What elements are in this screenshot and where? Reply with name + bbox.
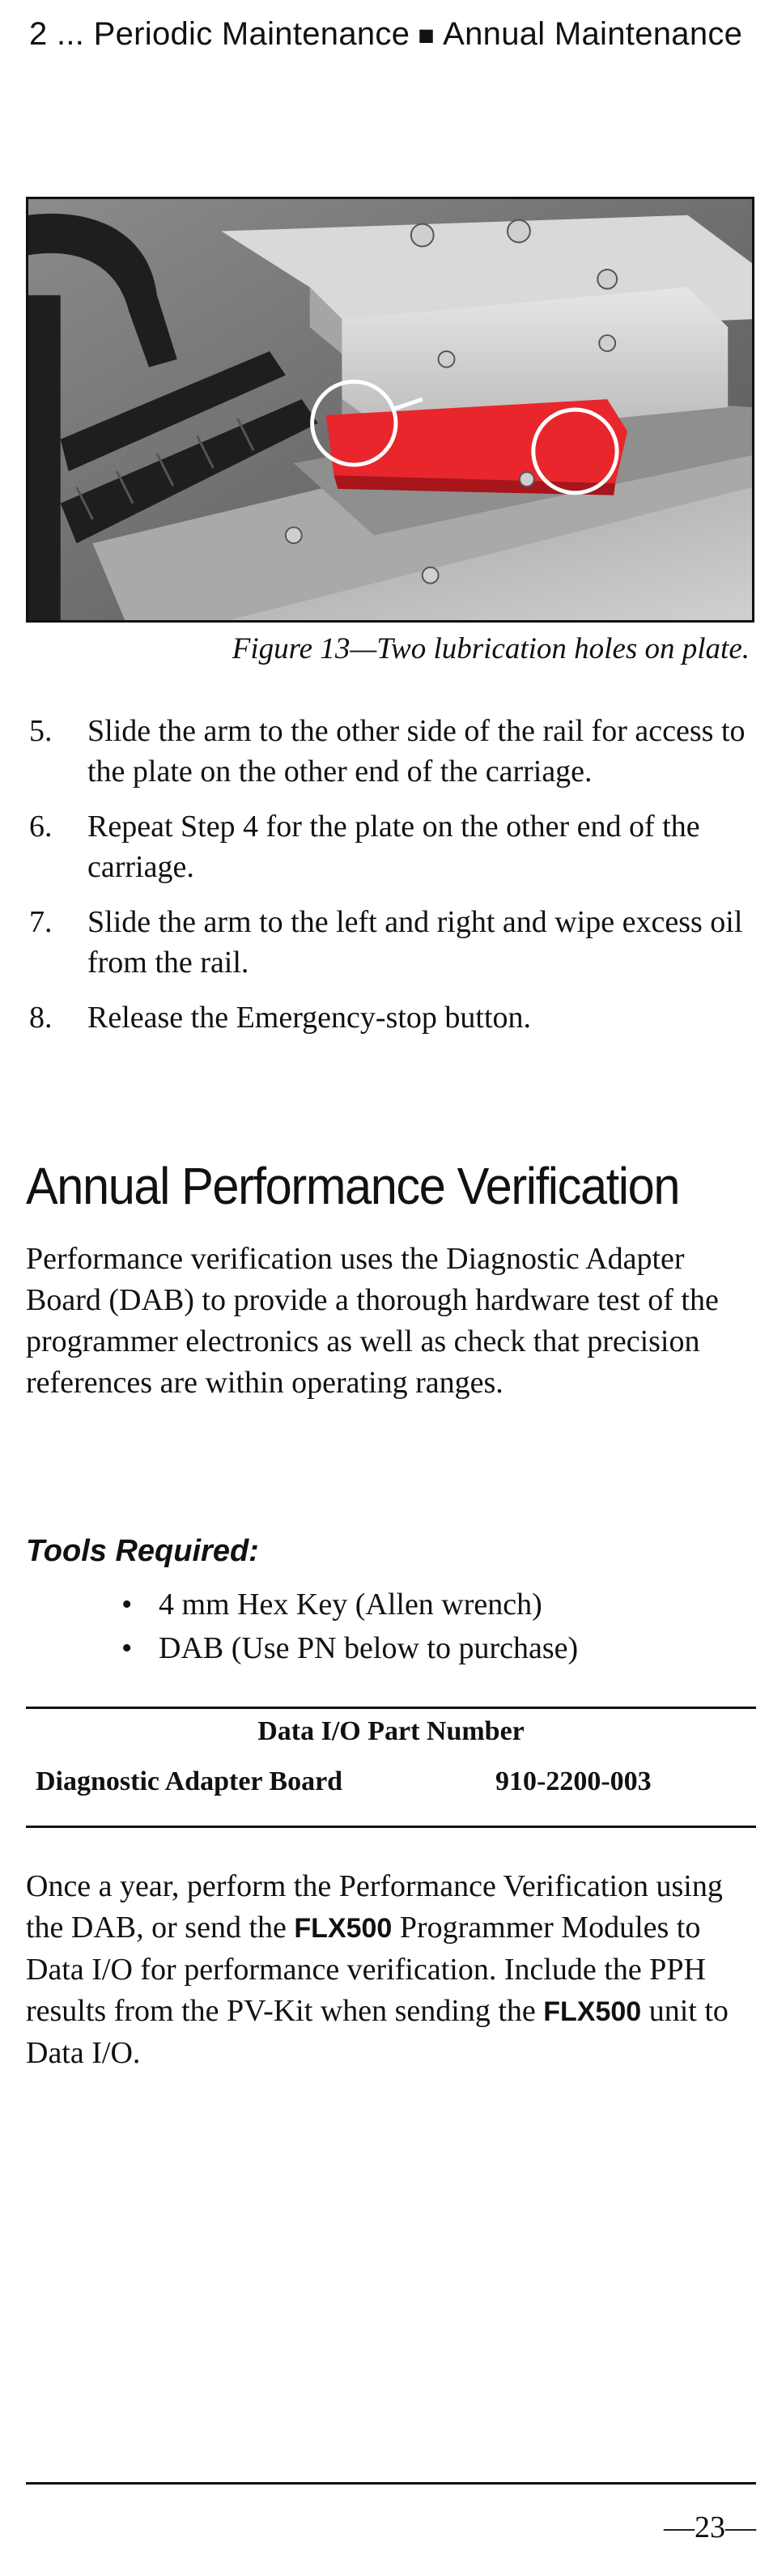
intro-paragraph: Performance verification uses the Diagnostic Adapter Board (DAB) to provide a thorough hardware test of the programmer electronics as well as check that precision references are within operating ranges. <box>26 1242 719 1400</box>
step-text: Slide the arm to the left and right and wipe excess oil from the rail. <box>87 905 743 980</box>
step-item <box>29 997 750 1038</box>
step-text: Slide the arm to the other side of the rail for access to the plate on the other end of the carriage. <box>87 714 746 789</box>
step-item <box>29 902 750 983</box>
product-name: FLX500 <box>543 1996 642 2027</box>
step-text: Release the Emergency-stop button. <box>87 1001 532 1035</box>
figure-caption: Figure 13—Two lubrication holes on plate. <box>232 632 750 665</box>
step-number: 7. <box>29 905 53 939</box>
table-bottom-rule <box>26 1826 756 1828</box>
bullet-icon: • <box>121 1588 133 1622</box>
black-square-icon: ■ <box>418 20 435 51</box>
bullet-icon: • <box>121 1631 133 1665</box>
footer-rule <box>26 2482 756 2485</box>
maintenance-steps <box>29 711 750 1052</box>
part-name: Diagnostic Adapter Board <box>36 1766 343 1796</box>
step-item <box>29 806 750 887</box>
section-title: Annual Performance Verification <box>26 1157 680 1215</box>
tool-name: DAB (Use PN below to purchase) <box>159 1631 579 1665</box>
closing-text: Programmer Modules to Data I/O for performance verification. Include the PPH results from the PV-Kit when sending the <box>26 1911 706 2028</box>
lubrication-plate-photo <box>28 199 752 620</box>
table-row <box>26 1766 756 1807</box>
closing-paragraph <box>26 1866 754 2074</box>
step-number: 8. <box>29 1001 53 1035</box>
table-header: Data I/O Part Number <box>257 1716 525 1746</box>
step-item <box>29 711 750 792</box>
list-item <box>121 1626 578 1670</box>
page-number: —23— <box>664 2510 756 2544</box>
tool-name: 4 mm Hex Key (Allen wrench) <box>159 1588 542 1622</box>
tools-required-heading: Tools Required: <box>26 1534 259 1568</box>
part-number: 910-2200-003 <box>495 1766 652 1796</box>
tools-list <box>121 1583 578 1670</box>
running-header <box>29 16 742 53</box>
step-text: Repeat Step 4 for the plate on the other end of the carriage. <box>87 810 700 884</box>
step-number: 6. <box>29 810 53 844</box>
part-number-table <box>26 1710 756 1807</box>
table-top-rule <box>26 1707 756 1709</box>
list-item <box>121 1583 578 1626</box>
closing-text: Once a year, perform the Performance Verification using the DAB, or send the <box>26 1869 723 1945</box>
figure-photo <box>26 197 754 623</box>
product-name: FLX500 <box>294 1913 393 1944</box>
chapter-title: 2 ... Periodic Maintenance <box>29 16 410 52</box>
step-number: 5. <box>29 714 53 748</box>
section-name: Annual Maintenance <box>443 16 743 52</box>
closing-text: unit to Data I/O. <box>26 1994 729 2070</box>
